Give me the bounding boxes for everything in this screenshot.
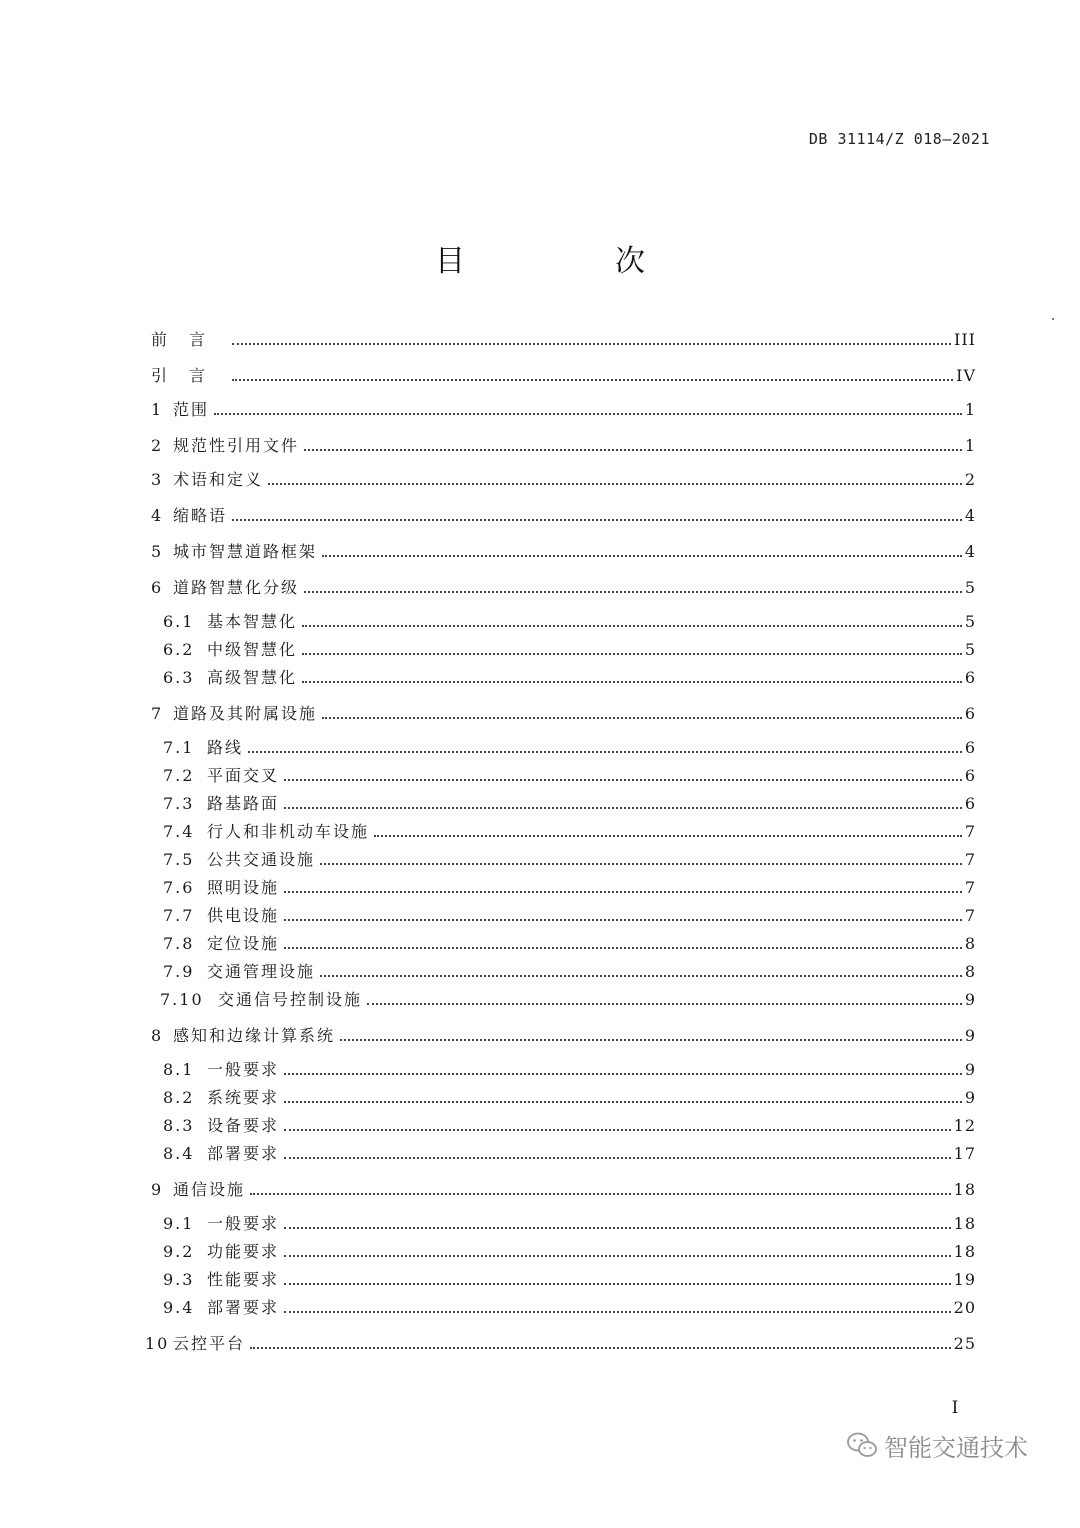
toc-entry-number: 6.3	[163, 668, 195, 687]
toc-entry-page: 7	[964, 906, 976, 925]
toc-entry[interactable]	[145, 1330, 976, 1354]
toc-entry-label: 路基路面	[207, 794, 280, 813]
toc-entry-number: 1	[151, 400, 164, 419]
toc-entry[interactable]	[151, 1022, 976, 1046]
toc-entry-label: 交通信号控制设施	[218, 990, 363, 1009]
toc-entry-number: 7.4	[163, 822, 195, 841]
toc-dot-leader	[322, 716, 962, 719]
toc-dot-leader	[284, 946, 962, 949]
toc-entry-page: 9	[964, 990, 976, 1009]
toc-entry-page: 8	[964, 962, 976, 981]
toc-entry-number: 7.3	[163, 794, 195, 813]
toc-entry-label: 范围	[173, 400, 210, 419]
toc-entry-number: 4	[151, 506, 164, 525]
toc-entry-page: 18	[953, 1180, 976, 1199]
toc-dot-leader	[374, 834, 962, 837]
document-number: DB 31114/Z 018—2021	[808, 130, 990, 148]
toc-entry-number: 8.3	[163, 1116, 195, 1135]
toc-entry-page: 9	[964, 1060, 976, 1079]
toc-dot-leader	[284, 918, 962, 921]
scan-speck	[1052, 318, 1054, 320]
toc-entry-page: 7	[964, 822, 976, 841]
toc-dot-leader	[302, 680, 962, 683]
toc-entry-label: 公共交通设施	[207, 850, 316, 869]
toc-entry-label: 设备要求	[207, 1116, 280, 1135]
watermark	[846, 1428, 1056, 1462]
toc-dot-leader	[284, 1226, 951, 1229]
toc-entry-number: 6.1	[163, 612, 195, 631]
toc-entry-number: 7	[151, 704, 164, 723]
toc-entry-number: 9.3	[163, 1270, 195, 1289]
toc-dot-leader	[232, 342, 951, 345]
toc-entry-page: 2	[964, 470, 976, 489]
toc-entry-number: 2	[151, 436, 164, 455]
toc-entry-label: 引言	[151, 366, 228, 385]
toc-entry-number: 10	[145, 1334, 170, 1353]
toc-entry-number: 7.9	[163, 962, 195, 981]
toc-dot-leader	[284, 1100, 962, 1103]
page-folio: I	[951, 1398, 959, 1418]
toc-entry-number: 6	[151, 578, 164, 597]
toc-entry-page: 6	[964, 766, 976, 785]
toc-entry[interactable]	[163, 1210, 976, 1234]
toc-entry-number: 8.4	[163, 1144, 195, 1163]
toc-dot-leader	[232, 518, 962, 521]
toc-entry[interactable]	[151, 1176, 976, 1200]
toc-entry-page: 5	[964, 612, 976, 631]
toc-entry-page: 8	[964, 934, 976, 953]
toc-entry-label: 云控平台	[173, 1334, 246, 1353]
toc-entry-label: 交通管理设施	[207, 962, 316, 981]
toc-entry[interactable]	[151, 396, 976, 420]
toc-entry-label: 通信设施	[173, 1180, 246, 1199]
toc-entry[interactable]	[163, 1112, 976, 1136]
toc-entry-number: 9.2	[163, 1242, 195, 1261]
toc-dot-leader	[248, 750, 962, 753]
toc-entry[interactable]	[163, 636, 976, 660]
toc-dot-leader	[250, 1192, 951, 1195]
toc-entry-page: 5	[964, 578, 976, 597]
toc-dot-leader	[284, 1072, 962, 1075]
toc-dot-leader	[284, 1128, 951, 1131]
toc-entry-label: 基本智慧化	[207, 612, 298, 631]
toc-entry[interactable]	[163, 958, 976, 982]
toc-entry[interactable]	[163, 1238, 976, 1262]
toc-entry-label: 道路及其附属设施	[173, 704, 318, 723]
toc-entry-page: 1	[964, 436, 976, 455]
toc-entry-page: 6	[964, 704, 976, 723]
toc-entry-label: 一般要求	[207, 1214, 280, 1233]
toc-entry-label: 一般要求	[207, 1060, 280, 1079]
toc-entry-label: 系统要求	[207, 1088, 280, 1107]
toc-entry[interactable]	[163, 762, 976, 786]
toc-dot-leader	[284, 778, 962, 781]
toc-entry-page: III	[954, 330, 976, 349]
toc-dot-leader	[284, 890, 962, 893]
toc-entry-page: 6	[964, 794, 976, 813]
toc-entry-label: 高级智慧化	[207, 668, 298, 687]
toc-entry[interactable]	[151, 432, 976, 456]
toc-entry-page: 5	[964, 640, 976, 659]
toc-dot-leader	[268, 482, 962, 485]
toc-entry-label: 部署要求	[207, 1144, 280, 1163]
toc-dot-leader	[320, 974, 962, 977]
toc-entry-label: 照明设施	[207, 878, 280, 897]
toc-entry-page: 20	[953, 1298, 976, 1317]
toc-entry-label: 前言	[151, 330, 228, 349]
toc-entry[interactable]	[163, 902, 976, 926]
toc-entry[interactable]	[163, 818, 976, 842]
toc-entry-label: 城市智慧道路框架	[173, 542, 318, 561]
toc-entry[interactable]	[163, 930, 976, 954]
toc-entry-number: 7.6	[163, 878, 195, 897]
toc-entry-number: 7.8	[163, 934, 195, 953]
toc-dot-leader	[284, 1156, 951, 1159]
toc-entry-label: 部署要求	[207, 1298, 280, 1317]
toc-entry-number: 9.1	[163, 1214, 195, 1233]
toc-entry-number: 8	[151, 1026, 164, 1045]
toc-entry-label: 性能要求	[207, 1270, 280, 1289]
toc-entry-page: 25	[953, 1334, 976, 1353]
toc-entry-page: 1	[964, 400, 976, 419]
toc-dot-leader	[340, 1038, 962, 1041]
toc-dot-leader	[367, 1002, 962, 1005]
toc-entry-label: 术语和定义	[173, 470, 264, 489]
toc-entry-page: 9	[964, 1026, 976, 1045]
toc-entry-page: 4	[964, 506, 976, 525]
toc-entry[interactable]	[163, 846, 976, 870]
toc-entry-number: 9	[151, 1180, 164, 1199]
toc-entry[interactable]	[151, 574, 976, 598]
toc-entry[interactable]	[151, 700, 976, 724]
toc-entry-label: 平面交叉	[207, 766, 280, 785]
toc-dot-leader	[284, 1254, 951, 1257]
watermark-text: 智能交通技术	[884, 1433, 1028, 1462]
toc-entry-label: 缩略语	[173, 506, 228, 525]
toc-entry[interactable]	[160, 986, 976, 1010]
toc-entry-label: 规范性引用文件	[173, 436, 300, 455]
toc-entry-number: 5	[151, 542, 164, 561]
toc-dot-leader	[284, 1282, 951, 1285]
toc-entry-page: 18	[953, 1214, 976, 1233]
toc-entry-number: 7.5	[163, 850, 195, 869]
toc-entry[interactable]	[151, 502, 976, 526]
toc-entry-page: 18	[953, 1242, 976, 1261]
toc-entry[interactable]	[163, 1140, 976, 1164]
toc-entry-page: 9	[964, 1088, 976, 1107]
toc-entry-label: 供电设施	[207, 906, 280, 925]
toc-entry[interactable]	[163, 1056, 976, 1080]
toc-entry-label: 中级智慧化	[207, 640, 298, 659]
toc-entry[interactable]	[151, 362, 976, 386]
toc-entry[interactable]	[163, 608, 976, 632]
toc-entry-page: 4	[964, 542, 976, 561]
toc-entry-label: 定位设施	[207, 934, 280, 953]
toc-entry-page: 7	[964, 850, 976, 869]
toc-dot-leader	[322, 554, 962, 557]
toc-entry[interactable]	[163, 1266, 976, 1290]
toc-entry-label: 路线	[207, 738, 244, 757]
wechat-icon	[846, 1431, 878, 1459]
toc-dot-leader	[250, 1346, 951, 1349]
toc-entry-page: IV	[956, 366, 976, 385]
toc-dot-leader	[302, 652, 962, 655]
toc-entry-label: 感知和边缘计算系统	[173, 1026, 336, 1045]
page-title: 目 次	[435, 244, 705, 279]
toc-entry-page: 6	[964, 668, 976, 687]
toc-entry-page: 12	[953, 1116, 976, 1135]
toc-entry[interactable]	[163, 790, 976, 814]
toc-entry[interactable]	[163, 1084, 976, 1108]
toc-entry-label: 行人和非机动车设施	[207, 822, 370, 841]
toc-entry-page: 7	[964, 878, 976, 897]
toc-entry-number: 7.10	[160, 990, 204, 1009]
toc-entry[interactable]	[163, 734, 976, 758]
toc-entry-number: 8.1	[163, 1060, 195, 1079]
toc-entry-number: 7.2	[163, 766, 195, 785]
toc-entry-page: 6	[964, 738, 976, 757]
toc-dot-leader	[284, 1310, 951, 1313]
toc-entry-number: 6.2	[163, 640, 195, 659]
toc-entry-page: 17	[953, 1144, 976, 1163]
toc-entry-number: 3	[151, 470, 164, 489]
toc-entry[interactable]	[151, 466, 976, 490]
toc-dot-leader	[304, 448, 962, 451]
toc-dot-leader	[214, 412, 962, 415]
toc-entry-number: 7.1	[163, 738, 195, 757]
toc-entry[interactable]	[163, 1294, 976, 1318]
toc-dot-leader	[304, 590, 962, 593]
toc-dot-leader	[232, 378, 953, 381]
toc-dot-leader	[284, 806, 962, 809]
toc-entry-number: 9.4	[163, 1298, 195, 1317]
toc-dot-leader	[320, 862, 962, 865]
toc-entry-number: 7.7	[163, 906, 195, 925]
toc-entry-page: 19	[953, 1270, 976, 1289]
toc-entry-label: 道路智慧化分级	[173, 578, 300, 597]
toc-entry[interactable]	[151, 538, 976, 562]
toc-entry[interactable]	[163, 664, 976, 688]
toc-dot-leader	[302, 624, 962, 627]
toc-entry[interactable]	[163, 874, 976, 898]
toc-entry-number: 8.2	[163, 1088, 195, 1107]
toc-entry-label: 功能要求	[207, 1242, 280, 1261]
toc-entry[interactable]	[151, 326, 976, 350]
